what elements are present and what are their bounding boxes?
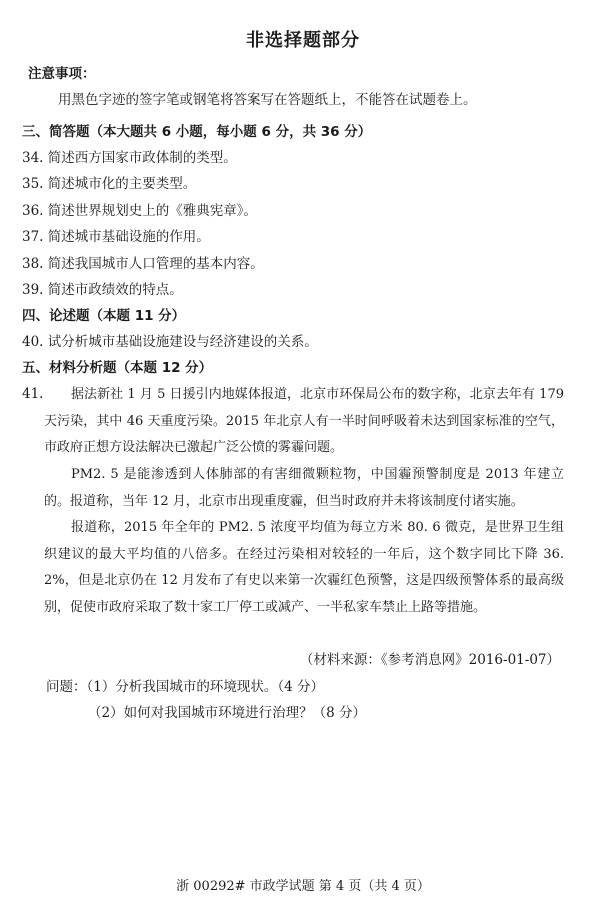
section3-heading: 三、简答题（本大题共 6 小题，每小题 6 分，共 36 分） [22, 124, 372, 140]
section4-heading: 四、论述题（本题 11 分） [22, 308, 186, 324]
question-41-number: 41. [22, 386, 44, 402]
question-37: 37. 简述城市基础设施的作用。 [22, 229, 210, 245]
notice-heading: 注意事项： [28, 66, 96, 82]
section5-heading: 五、材料分析题（本题 12 分） [22, 360, 213, 376]
question-38: 38. 简述我国城市人口管理的基本内容。 [22, 256, 264, 272]
question-41-part-2: （2）如何对我国城市环境进行治理？（8 分） [88, 705, 366, 721]
material-paragraph-1: 据法新社 1 月 5 日援引内地媒体报道，北京市环保局公布的数字称，北京去年有 179 天污染，其中 46 天重度污染。2015 年北京人有一半时间呼吸着未达到国家标准的空气，市政府正想方设法解决已激起广泛公愤的雾霾问题。 [44, 387, 564, 456]
material-source: （材料来源：《参考消息网》2016-01-07） [299, 652, 560, 668]
material-paragraph-2: PM2. 5 是能渗透到人体肺部的有害细微颗粒物，中国霾预警制度是 2013 年建立的。报道称，当年 12 月，北京市出现重度霾，但当时政府并未将该制度付诸实施。 [44, 467, 564, 509]
question-34: 34. 简述西方国家市政体制的类型。 [22, 150, 237, 166]
question-40: 40. 试分析城市基础设施建设与经济建设的关系。 [22, 334, 318, 350]
question-39: 39. 简述市政绩效的特点。 [22, 282, 183, 298]
material-paragraph-3: 报道称，2015 年全年的 PM2. 5 浓度平均值为每立方米 80. 6 微克，是世界卫生组织建议的最大平均值的八倍多。在经过污染相对较轻的一年后，这个数字同比下降 36. 2%，但是北京仍在 12 月发布了有史以来第一次霾红色预警，这是四级预警体系的最高级别，促使市政府采取了数十家工厂停工或减产、一半私家车禁止上路等措施。 [44, 520, 564, 616]
notice-text: 用黑色字迹的签字笔或钢笔将答案写在答题纸上，不能答在试题卷上。 [58, 92, 477, 108]
page-title: 非选择题部分 [246, 30, 360, 51]
question-36: 36. 简述世界规划史上的《雅典宪章》。 [22, 203, 258, 219]
question-41-part-1: 问题：（1）分析我国城市的环境现状。（4 分） [46, 679, 324, 695]
page-footer: 浙 00292# 市政学试题 第 4 页（共 4 页） [176, 879, 430, 894]
question-35: 35. 简述城市化的主要类型。 [22, 176, 197, 192]
